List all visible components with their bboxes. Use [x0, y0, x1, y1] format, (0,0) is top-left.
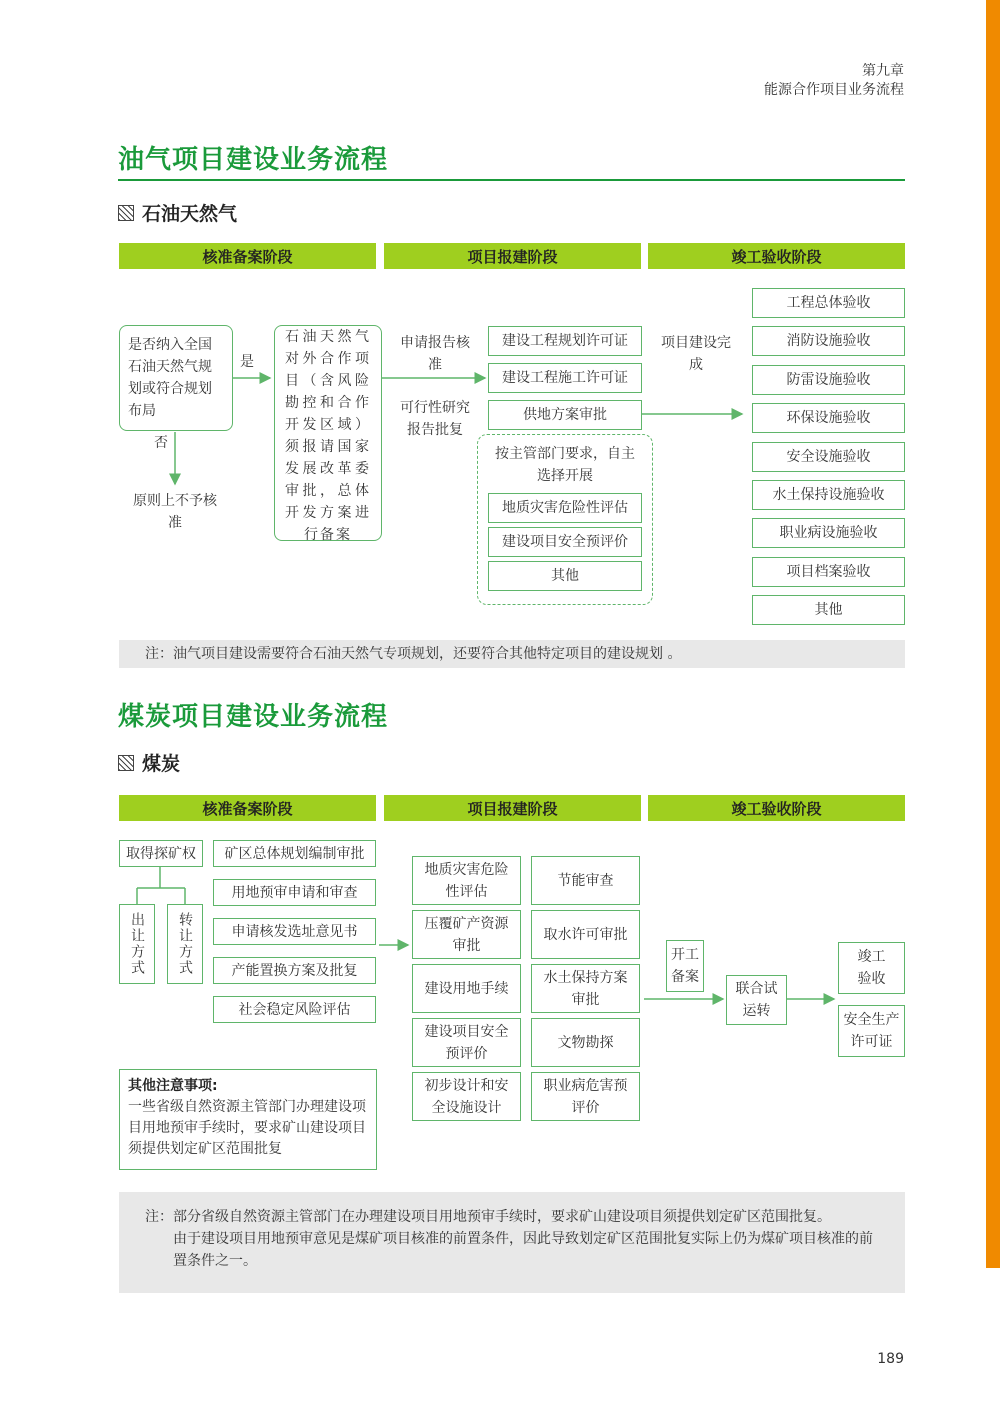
other-notes-title: 其他注意事项:	[128, 1078, 218, 1094]
acceptance-box-7: 职业病设施验收	[752, 518, 905, 548]
permit-box-1: 建设工程规划许可证	[488, 326, 642, 356]
coal-note-line-1: 注：部分省级自然资源主管部门在办理建设项目用地预审手续时，要求矿山建设项目须提供划定矿区范围批复。	[145, 1209, 831, 1225]
oil-stage-3: 竣工验收阶段	[648, 243, 905, 269]
oil-subtitle-text: 石油天然气	[142, 203, 238, 225]
apply-label: 申请报告核准	[400, 335, 470, 373]
hatch-icon	[118, 755, 134, 771]
stage2-right-box-1: 节能审查	[531, 856, 640, 905]
acceptance-box-2: 消防设施验收	[752, 326, 905, 356]
optional-box-1: 地质灾害危险性评估	[488, 493, 642, 523]
stage2-left-box-4: 建设项目安全预评价	[412, 1018, 521, 1067]
acceptance-box-5: 安全设施验收	[752, 442, 905, 472]
other-notes-box	[119, 1069, 377, 1170]
acceptance-box-1: 工程总体验收	[752, 288, 905, 318]
way-box-2: 转让方式	[167, 904, 203, 984]
stage1-box-1: 矿区总体规划编制审批	[213, 840, 376, 867]
permit-box-3: 供地方案审批	[488, 400, 642, 430]
coal-stage-3: 竣工验收阶段	[648, 795, 905, 821]
stage2-right-box-2: 取水许可审批	[531, 910, 640, 959]
complete-label: 项目建设完成	[661, 335, 731, 373]
stage2-left-box-1: 地质灾害危险性评估	[412, 856, 521, 905]
stage1-box-4: 产能置换方案及批复	[213, 957, 376, 984]
stage1-box-5: 社会稳定风险评估	[213, 996, 376, 1023]
oil-stage-1: 核准备案阶段	[119, 243, 376, 269]
optional-title: 按主管部门要求，自主选择开展	[495, 446, 635, 484]
page-number: 189	[877, 1351, 904, 1367]
acceptance-box-4: 环保设施验收	[752, 403, 905, 433]
get-right-box: 取得探矿权	[119, 840, 203, 867]
optional-box-2: 建设项目安全预评价	[488, 527, 642, 557]
no-result-text: 原则上不予核准	[133, 493, 217, 531]
final-acceptance-box: 竣工验收	[838, 942, 905, 994]
coal-note-line-2: 由于建设项目用地预审意见是煤矿项目核准的前置条件，因此导致划定矿区范围批复实际上仍为煤矿项目核准的前置条件之一。	[173, 1231, 873, 1269]
acceptance-box-6: 水土保持设施验收	[752, 480, 905, 510]
trial-run-box: 联合试运转	[726, 975, 787, 1025]
oil-stage-2: 项目报建阶段	[384, 243, 641, 269]
oil-note: 注：油气项目建设需要符合石油天然气专项规划，还要符合其他特定项目的建设规划 。	[119, 640, 905, 668]
oil-decision-box: 是否纳入全国石油天然气规划或符合规划布局	[119, 325, 233, 431]
stage2-left-box-2: 压覆矿产资源审批	[412, 910, 521, 959]
coal-subtitle-text: 煤炭	[142, 753, 181, 775]
way-box-1: 出让方式	[119, 904, 155, 984]
coal-stage-1: 核准备案阶段	[119, 795, 376, 821]
acceptance-box-9: 其他	[752, 595, 905, 625]
permit-box-2: 建设工程施工许可证	[488, 363, 642, 393]
coal-stage-2: 项目报建阶段	[384, 795, 641, 821]
stage2-left-box-5: 初步设计和安全设施设计	[412, 1072, 521, 1121]
chapter-title: 能源合作项目业务流程	[764, 82, 904, 98]
stage2-right-box-3: 水土保持方案审批	[531, 964, 640, 1013]
yes-label: 是	[240, 354, 254, 370]
safety-license-box: 安全生产许可证	[838, 1005, 905, 1057]
acceptance-box-8: 项目档案验收	[752, 557, 905, 587]
start-box: 开工备案	[666, 940, 704, 992]
coal-note	[119, 1192, 905, 1293]
no-label: 否	[154, 435, 168, 451]
chapter-label: 第九章	[862, 63, 904, 79]
coal-subtitle	[118, 749, 180, 776]
stage2-left-box-3: 建设用地手续	[412, 964, 521, 1013]
feasibility-label: 可行性研究报告批复	[400, 400, 470, 438]
other-notes-text: 一些省级自然资源主管部门办理建设项目用地预审手续时，要求矿山建设项目须提供划定矿区范围批复	[128, 1099, 366, 1157]
coal-section-title: 煤炭项目建设业务流程	[118, 702, 389, 732]
acceptance-box-3: 防雷设施验收	[752, 365, 905, 395]
stage2-right-box-5: 职业病危害预评价	[531, 1072, 640, 1121]
stage2-right-box-4: 文物勘探	[531, 1018, 640, 1067]
stage1-box-2: 用地预审申请和审查	[213, 879, 376, 906]
optional-box-3: 其他	[488, 561, 642, 591]
oil-section-title: 油气项目建设业务流程	[118, 145, 389, 175]
oil-approval-box: 石油天然气对外合作项目（含风险勘控和合作开发区域）须报请国家发展改革委审批，总体开发方案进行备案	[274, 325, 382, 541]
stage1-box-3: 申请核发选址意见书	[213, 918, 376, 945]
